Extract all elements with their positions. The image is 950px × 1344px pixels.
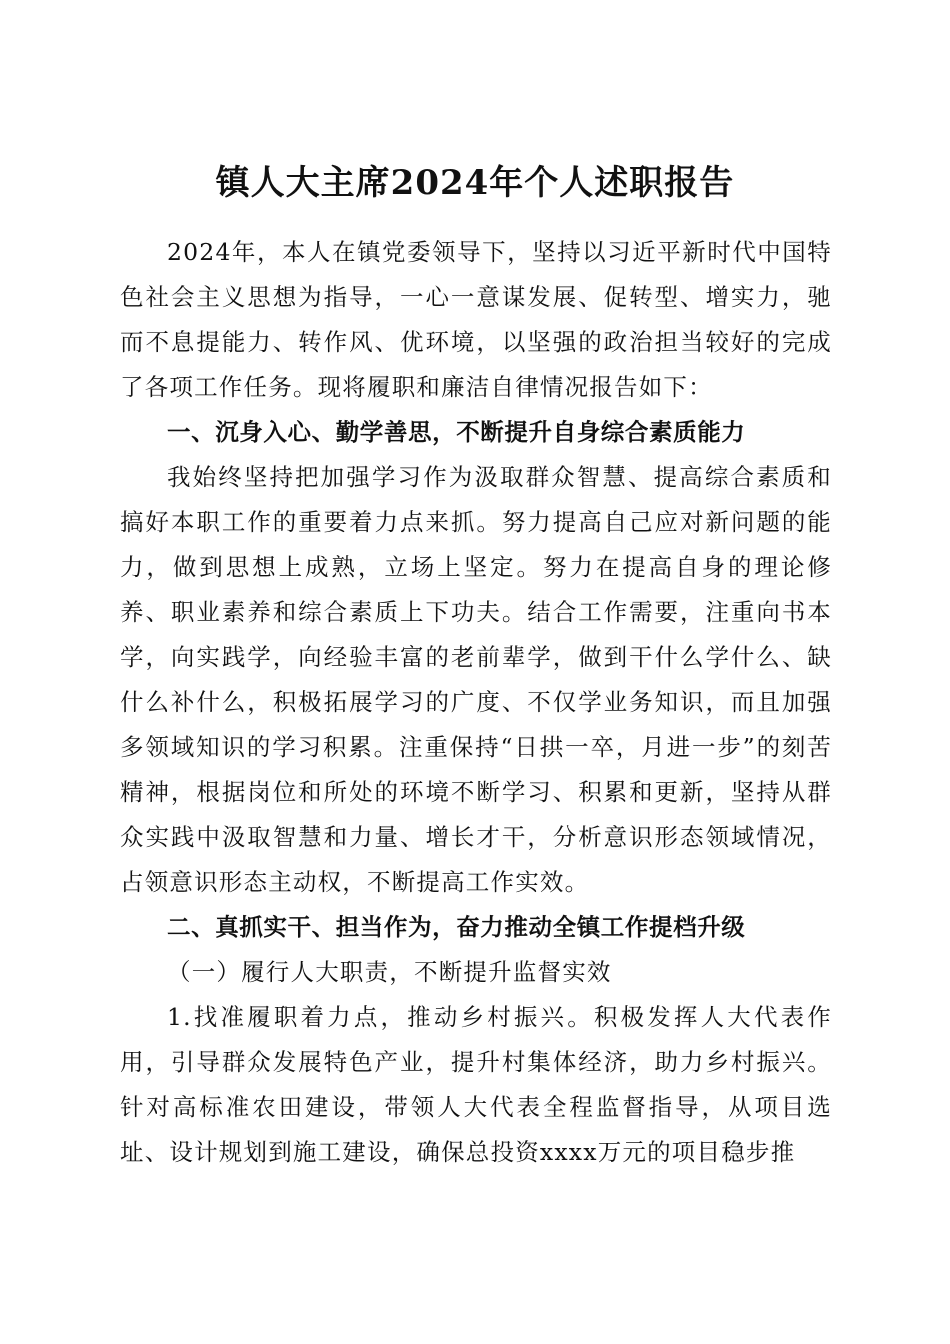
document-title: 镇人大主席2024年个人述职报告 [215, 162, 735, 203]
section-1-paragraph: 我始终坚持把加强学习作为汲取群众智慧、提高综合素质和搞好本职工作的重要着力点来抓。努力提高自己应对新问题的能力，做到思想上成熟，立场上坚定。努力在提高自身的理论修养、职业素养和综合素质上下功夫。结合工作需要，注重向书本学，向实践学，向经验丰富的老前辈学，做到干什么学什么、缺什么补什么，积极拓展学习的广度、不仅学业务知识，而且加强多领域知识的学习积累。注重保持“日拱一卒，月进一步”的刻苦精神，根据岗位和所处的环境不断学习、积累和更新，坚持从群众实践中汲取智慧和力量、增长才干，分析意识形态领域情况，占领意识形态主动权，不断提高工作实效。 [120, 463, 832, 896]
document-body [120, 230, 832, 1175]
section-heading-2: 二、真抓实干、担当作为，奋力推动全镇工作提档升级 [167, 913, 746, 941]
section-heading-1: 一、沉身入心、勤学善思，不断提升自身综合素质能力 [167, 418, 746, 446]
item-1-paragraph: 1.找准履职着力点，推动乡村振兴。积极发挥人大代表作用，引导群众发展特色产业，提升村集体经济，助力乡村振兴。针对高标准农田建设，带领人大代表全程监督指导，从项目选址、设计规划到施工建设，确保总投资xxxx万元的项目稳步推 [120, 1003, 832, 1166]
intro-paragraph: 2024年，本人在镇党委领导下，坚持以习近平新时代中国特色社会主义思想为指导，一心一意谋发展、促转型、增实力，驰而不息提能力、转作风、优环境，以坚强的政治担当较好的完成了各项工作任务。现将履职和廉洁自律情况报告如下： [120, 238, 832, 401]
subsection-heading-1: （一）履行人大职责，不断提升监督实效 [167, 958, 612, 986]
